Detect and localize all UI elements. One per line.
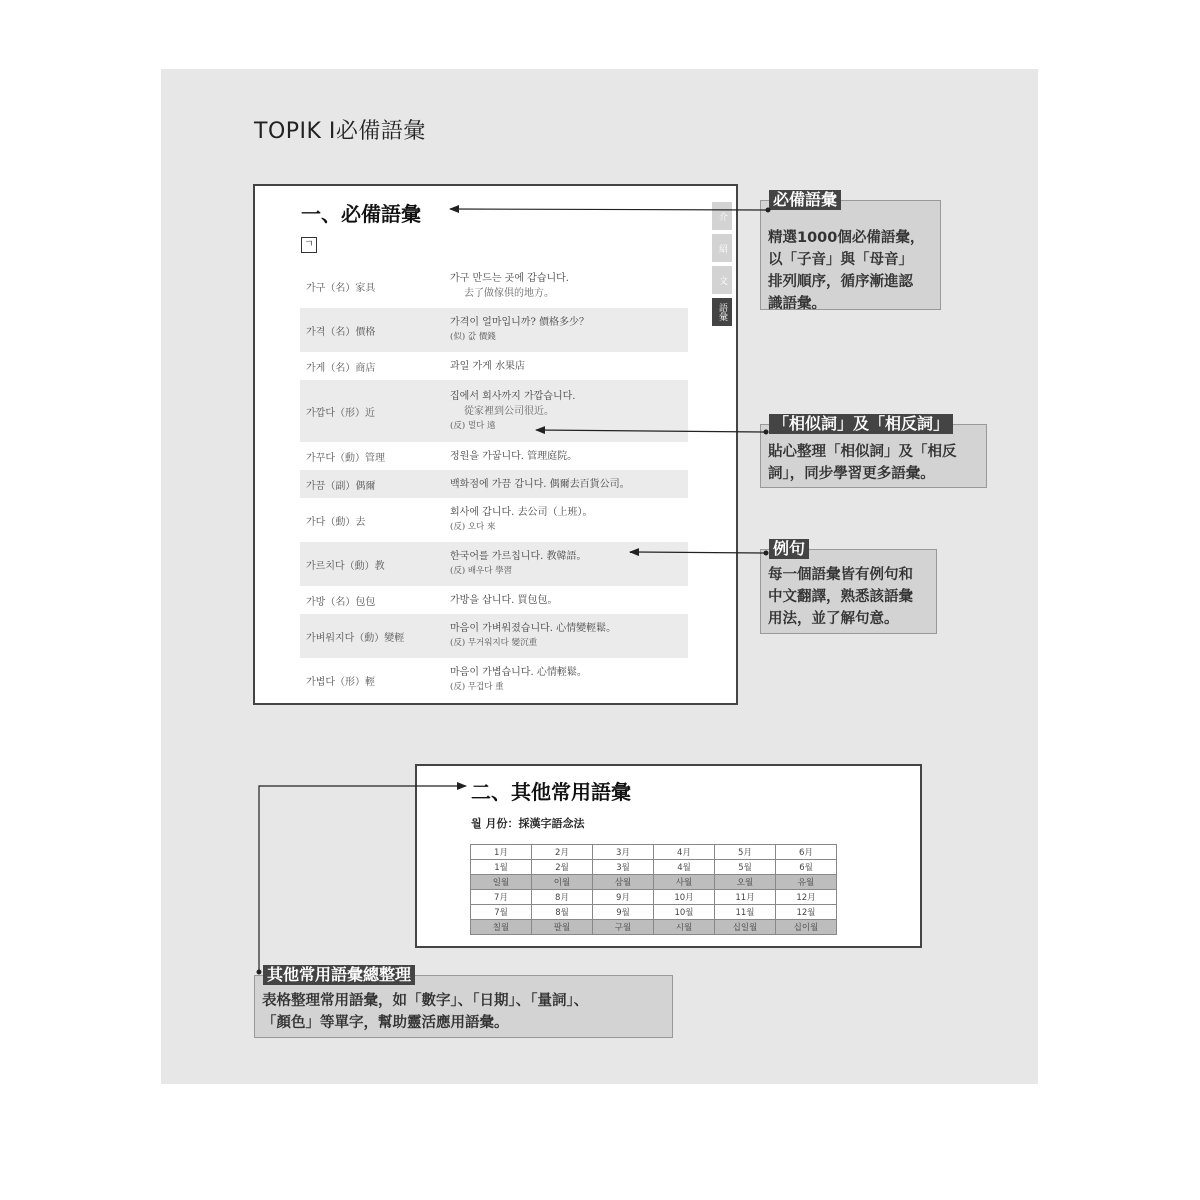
vocab-example [450, 621, 688, 651]
table-cell: 1月 [471, 845, 532, 860]
table-cell: 이월 [532, 875, 593, 890]
vocab-row [300, 542, 688, 586]
table-cell: 오월 [715, 875, 776, 890]
callout-line: 「顏色」等單字，幫助靈活應用語彙。 [262, 1015, 509, 1031]
vocab-row [300, 264, 688, 308]
callout-line: 以「子音」與「母音」 [768, 252, 913, 268]
table-row [471, 875, 837, 890]
side-tab-active: 語彙 [712, 298, 732, 326]
table-cell: 3月 [593, 845, 654, 860]
table-cell: 8月 [532, 890, 593, 905]
table-cell: 11月 [715, 890, 776, 905]
vocab-list [300, 264, 688, 702]
vocab-row [300, 442, 688, 470]
consonant-marker: ㄱ [301, 237, 317, 253]
example-translation: 從家裡到公司很近。 [464, 405, 554, 417]
vocab-word: 가방（名）包包 [306, 596, 376, 608]
related-word: (反) 무거워지다 變沉重 [450, 638, 538, 648]
related-word: (反) 무겁다 重 [450, 682, 504, 692]
callout-examples [760, 539, 937, 634]
vocab-row [300, 352, 688, 380]
example-sentence: 마음이 가볍습니다. 心情輕鬆。 [450, 667, 587, 678]
example-sentence: 집에서 회사까지 가깝습니다. [450, 390, 576, 402]
table-cell: 10월 [654, 905, 715, 920]
vocab-word: 가꾸다（動）管理 [306, 452, 385, 464]
callout-line: 識語彙。 [768, 296, 826, 312]
table-cell: 시월 [654, 920, 715, 935]
section1-heading: 一、必備語彙 [301, 202, 421, 226]
vocab-word: 가벼워지다（動）變輕 [306, 632, 405, 644]
callout-others-label: 其他常用語彙總整理 [263, 965, 415, 985]
related-word: (反) 배우다 學習 [450, 566, 513, 576]
vocab-row [300, 308, 688, 352]
table-cell: 11월 [715, 905, 776, 920]
vocab-word: 가게（名）商店 [306, 362, 376, 374]
vocab-word: 가격（名）價格 [306, 326, 376, 338]
related-word: (反) 오다 來 [450, 522, 496, 532]
sample-page-essential-vocab [253, 184, 738, 705]
vocab-word: 가볍다（形）輕 [306, 676, 375, 688]
table-cell: 10月 [654, 890, 715, 905]
example-sentence: 마음이 가벼워졌습니다. 心情變輕鬆。 [450, 623, 617, 634]
table-cell: 8월 [532, 905, 593, 920]
side-tab: 文 [712, 266, 732, 294]
table-row [471, 890, 837, 905]
section2-heading: 二、其他常用語彙 [471, 780, 631, 804]
table-cell: 12月 [776, 890, 837, 905]
example-sentence: 과일 가게 水果店 [450, 360, 525, 372]
table-cell: 칠월 [471, 920, 532, 935]
vocab-example [450, 359, 688, 374]
vocab-word: 가르치다（動）教 [306, 560, 385, 572]
callout-examples-label: 例句 [769, 539, 809, 559]
example-sentence: 회사에 갑니다. 去公司（上班）。 [450, 507, 593, 518]
vocab-word: 가깝다（形）近 [306, 407, 375, 419]
vocab-word: 가다（動）去 [306, 516, 366, 528]
callout-essential [760, 190, 941, 312]
table-cell: 4月 [654, 845, 715, 860]
vocab-row [300, 498, 688, 542]
table-cell: 6月 [776, 845, 837, 860]
table-cell: 2월 [532, 860, 593, 875]
table-cell: 삼월 [593, 875, 654, 890]
example-sentence: 정원을 가꿉니다. 管理庭院。 [450, 450, 578, 462]
table-cell: 2月 [532, 845, 593, 860]
example-sentence: 가방을 삽니다. 買包包。 [450, 594, 558, 606]
vocab-example [450, 389, 688, 434]
callout-line: 表格整理常用語彙，如「數字」、「日期」、「量詞」、 [262, 993, 589, 1009]
page-title: TOPIK I必備語彙 [254, 119, 426, 144]
table-cell: 일월 [471, 875, 532, 890]
vocab-example [450, 271, 688, 301]
table-row [471, 860, 837, 875]
example-sentence: 백화점에 가끔 갑니다. 偶爾去百貨公司。 [450, 478, 630, 490]
vocab-example [450, 549, 688, 579]
table-cell: 십일월 [715, 920, 776, 935]
callout-line: 精選1000個必備語彙， [768, 230, 925, 246]
callout-line: 排列順序，循序漸進認 [768, 274, 913, 290]
table-cell: 1월 [471, 860, 532, 875]
table-cell: 5월 [715, 860, 776, 875]
table-cell: 사월 [654, 875, 715, 890]
vocab-example [450, 449, 688, 464]
example-sentence: 가격이 얼마입니까? 價格多少？ [450, 317, 589, 328]
vocab-word: 가끔（副）偶爾 [306, 480, 376, 492]
table-row [471, 920, 837, 935]
callout-essential-label: 必備語彙 [769, 190, 841, 210]
table-cell: 9월 [593, 905, 654, 920]
side-tab: 介 [712, 202, 732, 230]
vocab-example [450, 665, 688, 695]
vocab-row [300, 470, 688, 498]
callout-line: 中文翻譯，熟悉該語彙 [768, 589, 913, 605]
vocab-row [300, 380, 688, 442]
sample-page-other-vocab [415, 764, 922, 948]
vocab-example [450, 593, 688, 608]
months-table [470, 844, 837, 935]
vocab-example [450, 505, 688, 535]
side-tab: 紹 [712, 234, 732, 262]
table-cell: 6월 [776, 860, 837, 875]
vocab-row [300, 658, 688, 702]
callout-synonyms [760, 414, 987, 488]
table-cell: 십이월 [776, 920, 837, 935]
table-cell: 5月 [715, 845, 776, 860]
vocab-word: 가구（名）家具 [306, 282, 376, 294]
callout-others [254, 965, 673, 1038]
table-cell: 구월 [593, 920, 654, 935]
example-sentence: 한국어를 가르칩니다. 教韓語。 [450, 551, 587, 562]
table-row [471, 845, 837, 860]
related-word: (反) 멀다 遠 [450, 420, 496, 431]
callout-line: 貼心整理「相似詞」及「相反 [768, 444, 957, 460]
section2-subheading: 월 月份：採漢字語念法 [471, 817, 585, 830]
example-translation: 去了做傢俱的地方。 [464, 288, 554, 299]
example-sentence: 가구 만드는 곳에 갑습니다. [450, 273, 569, 284]
table-cell: 유월 [776, 875, 837, 890]
side-tabs [712, 202, 732, 330]
vocab-example [450, 315, 688, 345]
vocab-row [300, 586, 688, 614]
related-word: (似) 값 價錢 [450, 332, 496, 342]
table-cell: 팔월 [532, 920, 593, 935]
callout-line: 詞」，同步學習更多語彙。 [768, 466, 935, 482]
callout-line: 每一個語彙皆有例句和 [768, 567, 913, 583]
callout-synonyms-label: 「相似詞」及「相反詞」 [769, 414, 953, 434]
callout-line: 用法，並了解句意。 [768, 611, 899, 627]
table-cell: 4월 [654, 860, 715, 875]
table-cell: 3월 [593, 860, 654, 875]
table-cell: 7月 [471, 890, 532, 905]
table-cell: 9月 [593, 890, 654, 905]
vocab-row [300, 614, 688, 658]
table-cell: 12월 [776, 905, 837, 920]
table-row [471, 905, 837, 920]
table-cell: 7월 [471, 905, 532, 920]
vocab-example [450, 477, 688, 492]
